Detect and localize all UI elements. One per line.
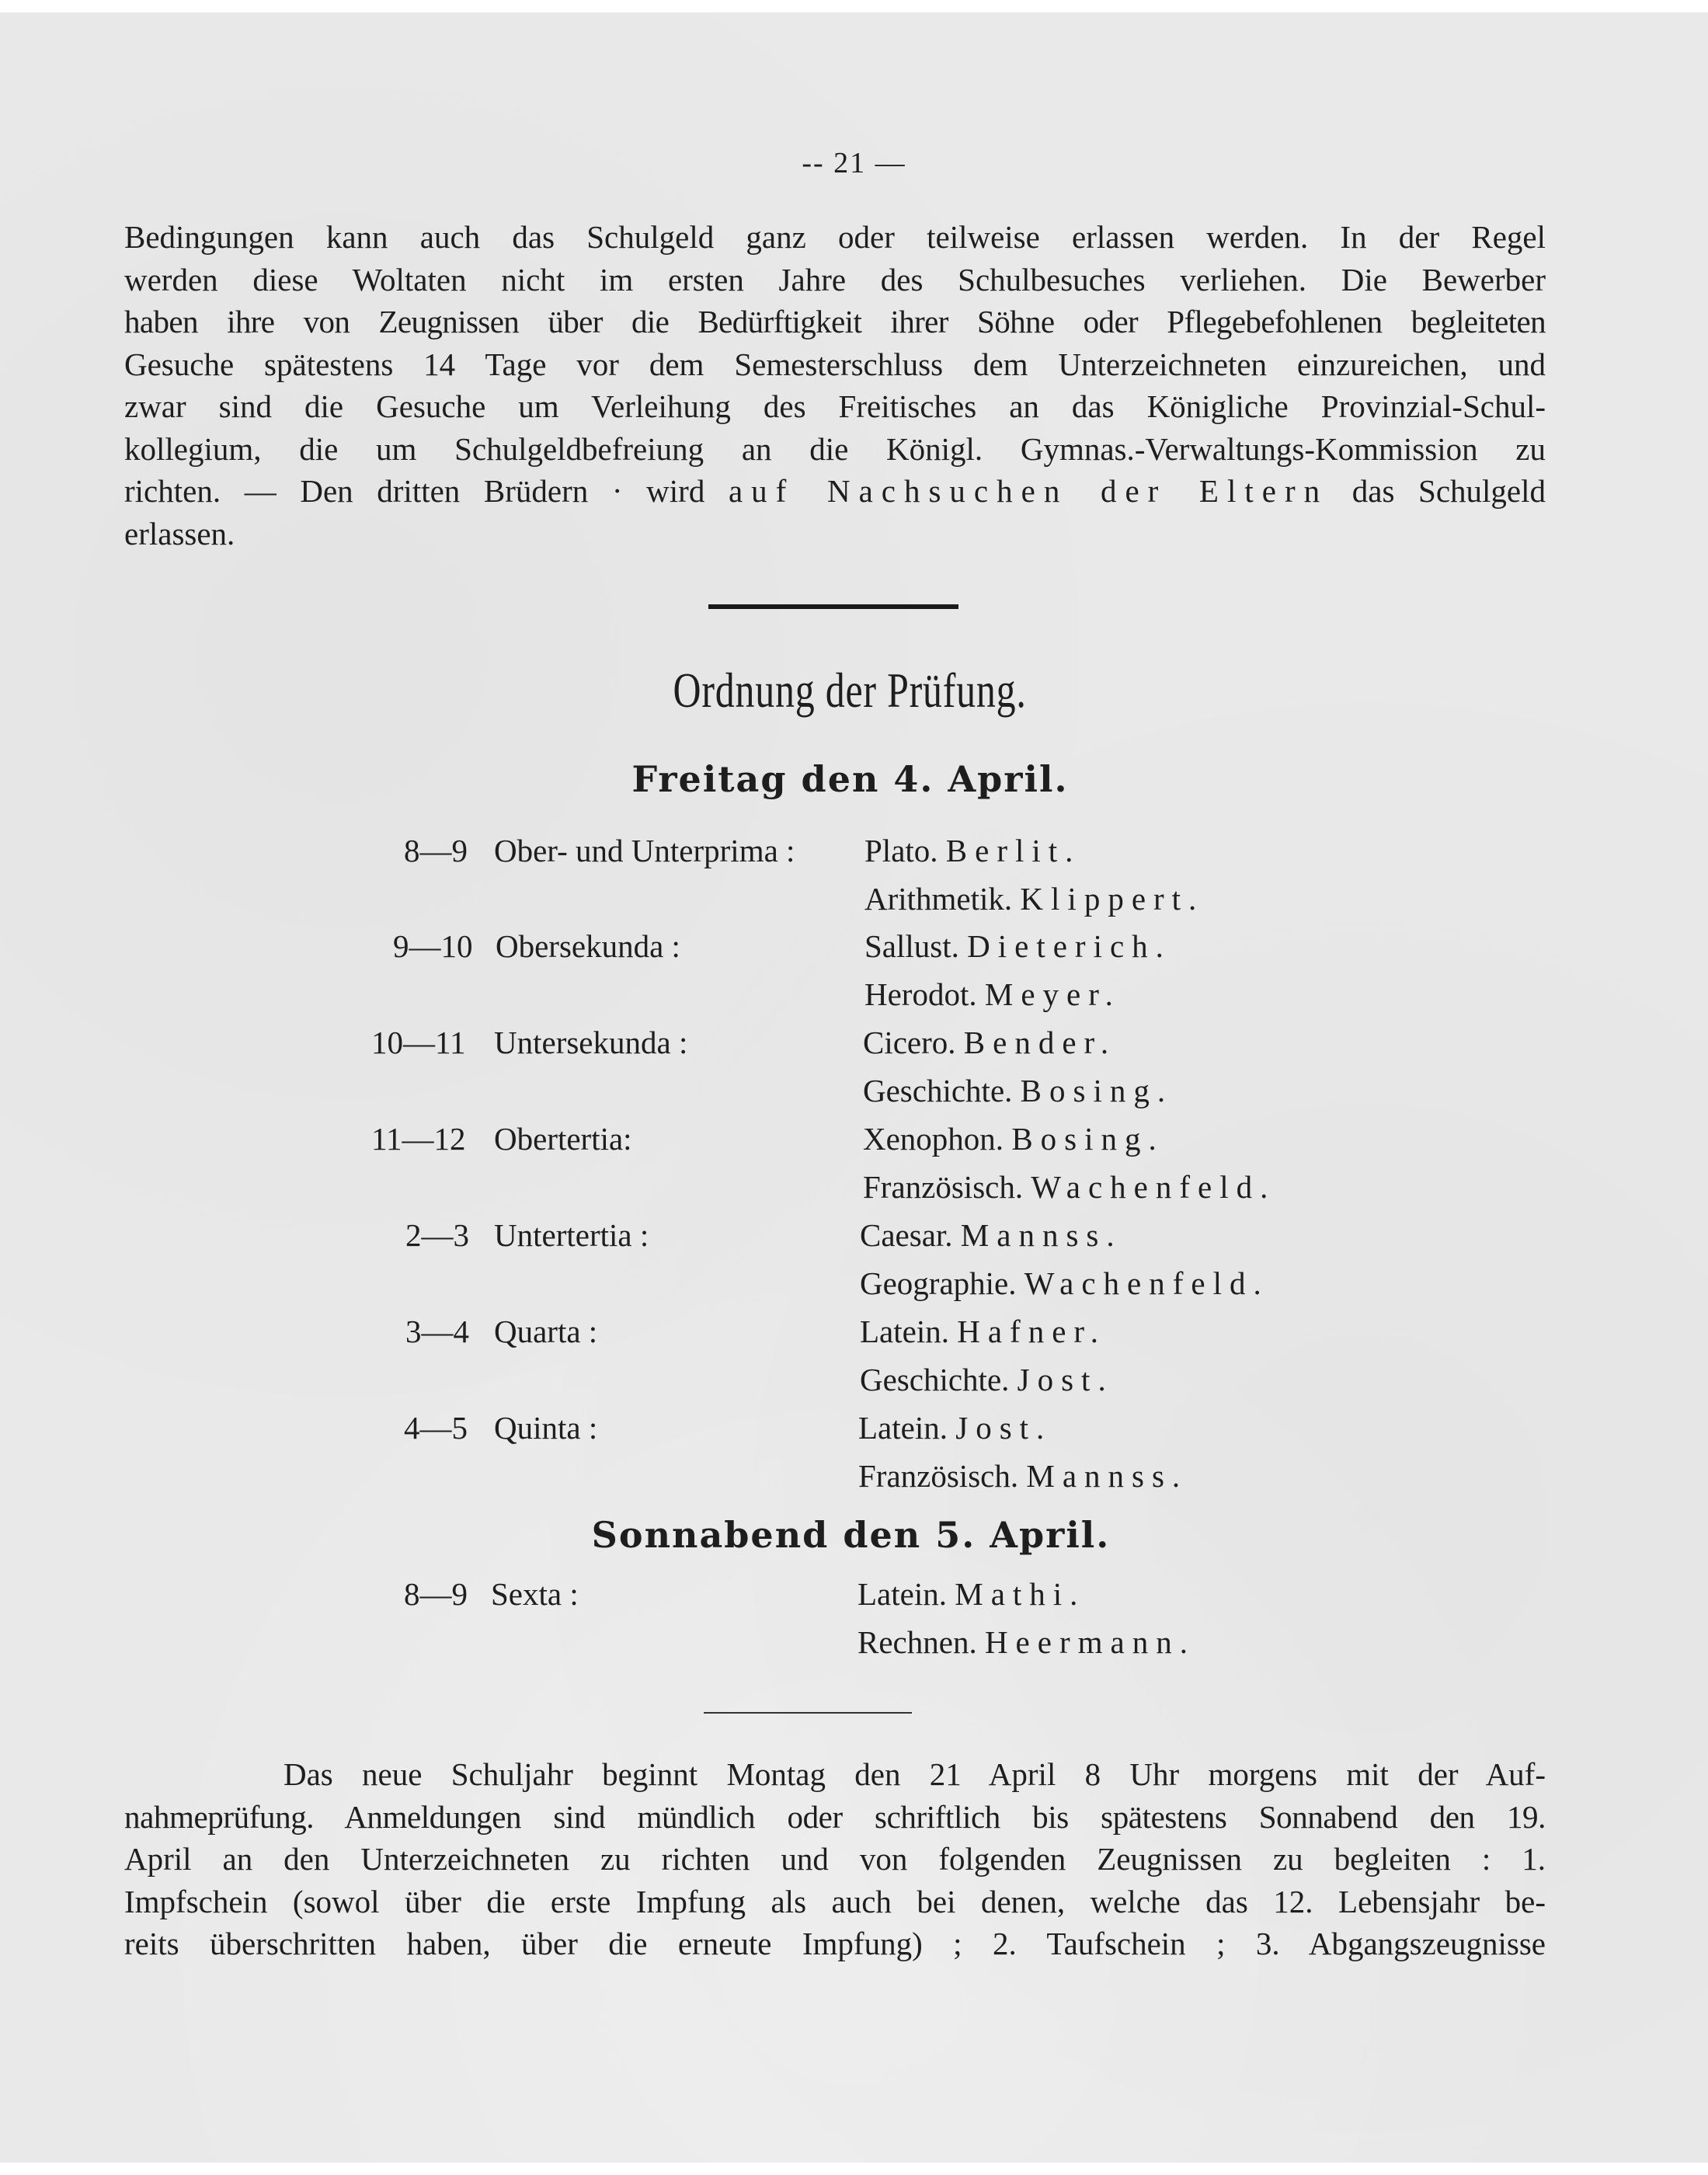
class-name: Obersekunda : (496, 928, 680, 964)
teacher-name: Klippert. (1020, 881, 1205, 917)
teacher-name: Hafner. (957, 1314, 1107, 1349)
schedule-row (0, 1623, 1708, 1672)
closing-paragraph (124, 1753, 1546, 1965)
schedule-row (0, 880, 1708, 928)
subject-label: Arithmetik. (864, 881, 1013, 917)
class-name: Ober- und Unterprima : (494, 833, 795, 868)
paragraph-line: zwar sind die Gesuche um Verleihung des Freitisches an das Königliche Provinzial-Schul- (124, 388, 1546, 424)
class-name: Untersekunda : (494, 1025, 688, 1060)
line-suffix: das Schulgeld (1351, 473, 1546, 509)
day-heading-saturday: Sonnabend den 5. April. (591, 1514, 1111, 1556)
page-number: -- 21 — (802, 147, 906, 179)
schedule-row (0, 1361, 1708, 1409)
class-name: Quinta : (494, 1410, 598, 1446)
subject-label: Latein. (857, 1576, 947, 1612)
time-slot: 8—9 (404, 1576, 468, 1612)
subject-label: Geschichte. (860, 1362, 1010, 1397)
schedule-row (0, 976, 1708, 1024)
teacher-name: Wachenfeld. (1031, 1169, 1276, 1205)
paragraph-line: kollegium, die um Schulgeldbefreiung an die Königl. Gymnas.-Verwaltungs-Kommission zu (124, 430, 1546, 467)
schedule-row (0, 1072, 1708, 1120)
class-name: Obertertia: (494, 1121, 632, 1157)
subject-label: Latein. (860, 1314, 949, 1349)
subject-label: Herodot. (864, 976, 977, 1012)
emphasized-spaced-text: auf Nachsuchen der Eltern (728, 473, 1329, 509)
schedule-row (0, 1216, 1708, 1265)
paragraph-line: Bedingungen kann auch das Schulgeld ganz oder teilweise erlassen werden. In der Regel (124, 219, 1546, 255)
subject-label: Plato. (864, 833, 938, 868)
paragraph-line: haben ihre von Zeugnissen über die Bedürftigkeit ihrer Söhne oder Pflegebefohlenen begleiteten (124, 304, 1546, 339)
teacher-name: Dieterich. (967, 928, 1171, 964)
exam-subject (863, 1072, 1173, 1109)
paragraph-line: Das neue Schuljahr beginnt Montag den 21 April 8 Uhr morgens mit der Auf- (284, 1756, 1546, 1792)
teacher-name: Bender. (963, 1025, 1117, 1060)
subject-label: Caesar. (860, 1217, 953, 1253)
section-title: Ordnung der Prüfung. (673, 663, 1027, 718)
class-name: Sexta : (491, 1576, 579, 1612)
time-slot: 3—4 (405, 1314, 469, 1349)
exam-subject (860, 1265, 1269, 1302)
subject-label: Französisch. (863, 1169, 1024, 1205)
exam-subject (858, 1409, 1052, 1446)
exam-subject (860, 1313, 1106, 1350)
schedule-row (0, 1575, 1708, 1623)
teacher-name: Mannss. (1026, 1458, 1188, 1494)
teacher-name: Mathi. (955, 1576, 1086, 1612)
schedule-row (0, 1168, 1708, 1216)
paragraph-line: erlassen. (124, 515, 235, 552)
paragraph-line: Gesuche spätestens 14 Tage vor dem Semesterschluss dem Unterzeichneten einzureichen, und (124, 346, 1546, 382)
exam-subject (860, 1216, 1122, 1254)
paragraph-line (124, 470, 1546, 513)
schedule-row (0, 832, 1708, 880)
paragraph-line: nahmeprüfung. Anmeldungen sind mündlich oder schriftlich bis spätestens Sonnabend den 19. (124, 1798, 1546, 1835)
subject-label: Geographie. (860, 1265, 1017, 1301)
time-slot: 8—9 (404, 833, 468, 868)
day-heading-friday: Freitag den 4. April. (631, 758, 1069, 800)
scanned-page (0, 12, 1708, 2163)
section-divider-thick (708, 604, 958, 609)
time-slot: 2—3 (405, 1217, 469, 1253)
paragraph-line: April an den Unterzeichneten zu richten und von folgenden Zeugnissen zu begleiten : 1. (124, 1841, 1546, 1877)
schedule-row (0, 1120, 1708, 1168)
time-slot: 11—12 (371, 1121, 466, 1157)
exam-subject (857, 1575, 1085, 1613)
exam-subject (863, 1024, 1116, 1061)
schedule-row (0, 927, 1708, 976)
subject-label: Rechnen. (857, 1624, 977, 1660)
paragraph-line: werden diese Woltaten nicht im ersten Jahre des Schulbesuches verliehen. Die Bewerber (124, 261, 1546, 298)
exam-subject (863, 1168, 1275, 1206)
subject-label: Cicero. (863, 1025, 956, 1060)
teacher-name: Heermann. (984, 1624, 1195, 1660)
paragraph-line: reits überschritten haben, über die erneute Impfung) ; 2. Taufschein ; 3. Abgangszeugnisse (124, 1926, 1546, 1961)
exam-subject (864, 832, 1080, 869)
subject-label: Geschichte. (863, 1073, 1013, 1108)
subject-label: Sallust. (864, 928, 959, 964)
class-name: Quarta : (494, 1314, 598, 1349)
teacher-name: Bosing. (1020, 1073, 1174, 1108)
section-divider-thin (704, 1712, 912, 1714)
time-slot: 9—10 (393, 928, 473, 964)
exam-subject (863, 1120, 1164, 1157)
subject-label: Xenophon. (863, 1121, 1004, 1157)
schedule-row (0, 1265, 1708, 1313)
schedule-row (0, 1313, 1708, 1361)
time-slot: 10—11 (371, 1025, 466, 1060)
exam-subject (864, 976, 1121, 1013)
subject-label: Latein. (858, 1410, 948, 1446)
exam-subject (860, 1361, 1114, 1398)
subject-label: Französisch. (858, 1458, 1019, 1494)
teacher-name: Berlit. (945, 833, 1081, 868)
time-slot: 4—5 (404, 1410, 468, 1446)
schedule-row (0, 1409, 1708, 1457)
schedule-row (0, 1024, 1708, 1072)
exam-subject (864, 927, 1171, 965)
teacher-name: Mannss. (960, 1217, 1122, 1253)
teacher-name: Wachenfeld. (1024, 1265, 1269, 1301)
exam-subject (857, 1623, 1195, 1661)
exam-subject (864, 880, 1204, 917)
exam-subject (858, 1457, 1188, 1495)
teacher-name: Meyer. (984, 976, 1121, 1012)
line-prefix: richten. — Den dritten Brüdern · wird (124, 473, 705, 509)
teacher-name: Jost. (955, 1410, 1052, 1446)
paragraph-line: Impfschein (sowol über die erste Impfung als auch bei denen, welche das 12. Lebensjahr be- (124, 1883, 1546, 1919)
teacher-name: Bosing. (1011, 1121, 1164, 1157)
intro-paragraph (124, 216, 1546, 555)
schedule-row (0, 1457, 1708, 1505)
teacher-name: Jost. (1017, 1362, 1114, 1397)
class-name: Untertertia : (494, 1217, 649, 1253)
